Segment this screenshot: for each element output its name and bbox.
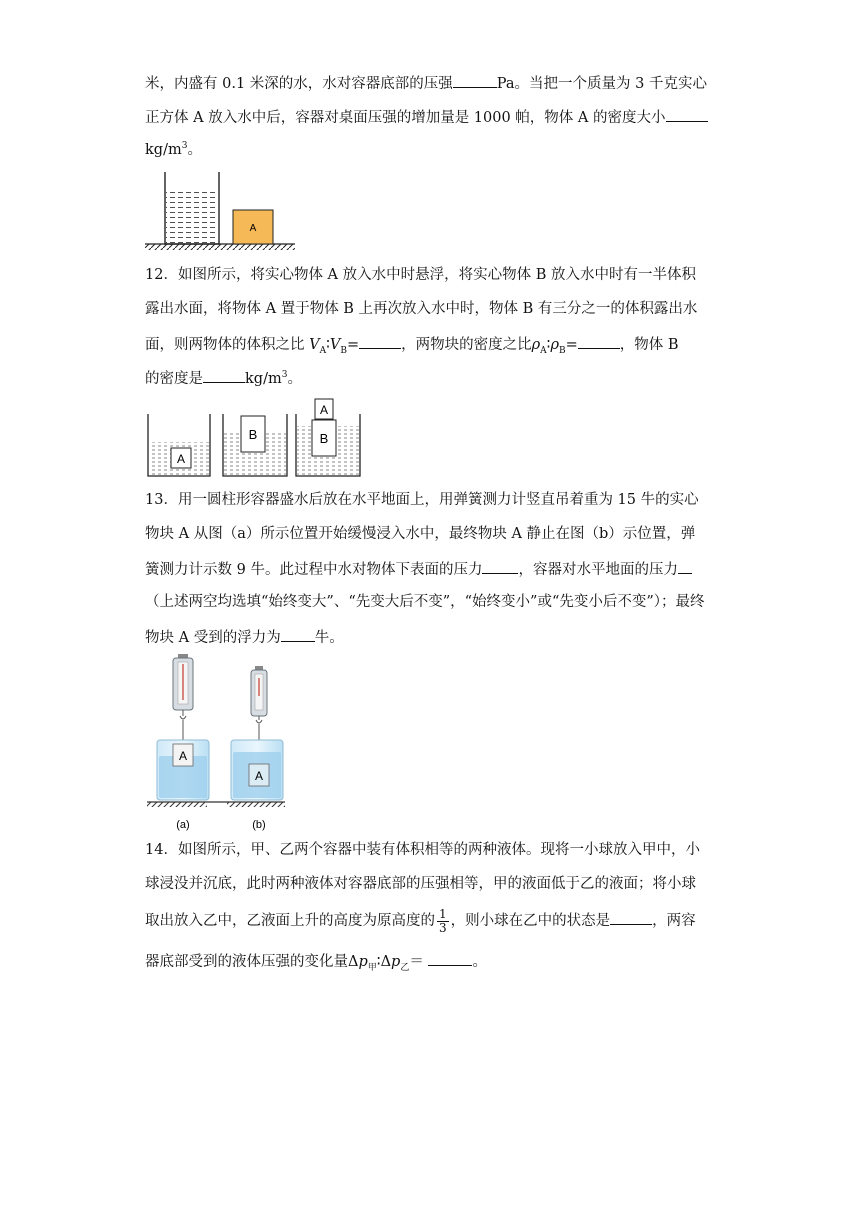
q13-blank-force-bottom[interactable] xyxy=(482,558,518,574)
water xyxy=(166,188,218,244)
svg-text:A: A xyxy=(319,403,329,417)
q13-figure xyxy=(145,652,295,834)
beaker-a xyxy=(157,740,209,800)
spring-scale-a xyxy=(173,654,193,740)
q11-blank-pressure[interactable] xyxy=(453,72,497,88)
q12-line-3: 面，则两物体的体积之比 $V_A∶V_B=$ ，两物块的密度之比$\rho_A∶\rho_B=$ ，物体 B xyxy=(145,333,679,355)
q12-line-1: 12．如图所示，将实心物体 A 放入水中时悬浮，将实心物体 B 放入水中时有一半体积 xyxy=(145,267,697,283)
beaker-b xyxy=(231,740,283,800)
q12-figure xyxy=(145,396,365,480)
q11-blank-density[interactable] xyxy=(666,106,708,122)
svg-text:A: A xyxy=(254,769,264,783)
svg-text:A: A xyxy=(178,749,188,763)
q13-line-5: 物块 A 受到的浮力为 牛。 xyxy=(145,626,344,648)
svg-text:A: A xyxy=(176,452,186,466)
q13-line-2: 物块 A 从图（a）所示位置开始缓慢浸入水中，最终物块 A 静止在图（b）示位置，弹 xyxy=(145,526,696,542)
q11-line-2: 正方体 A 放入水中后，容器对桌面压强的增加量是 1000 帕，物体 A 的密度大小 xyxy=(145,106,708,128)
q14-line-3: 取出放入乙中，乙液面上升的高度为原高度的 $\frac{1}{3}$ ，则小球在乙中的状态是 ，两容 xyxy=(145,906,696,935)
q14-blank-pressure-ratio[interactable] xyxy=(428,950,472,966)
q11-line-1: 米，内盛有 0.1 米深的水，水对容器底部的压强 Pa。当把一个质量为 3 千克实心 xyxy=(145,72,707,94)
q14-line-4: 器底部受到的液体压强的变化量$\Delta p_甲∶\Delta p_乙=$ 。 xyxy=(145,950,487,972)
caption-a: (a) xyxy=(176,819,190,831)
svg-text:B: B xyxy=(319,431,329,446)
q14-line-2: 球浸没并沉底，此时两种液体对容器底部的压强相等，甲的液面低于乙的液面；将小球 xyxy=(145,876,696,892)
q11-figure xyxy=(145,170,305,252)
q12-line-4: 的密度是 $kg/m^3$。 xyxy=(145,367,302,389)
q14-line-1: 14．如图所示，甲、乙两个容器中装有体积相等的两种液体。现将一小球放入甲中，小 xyxy=(145,842,700,858)
q13-blank-buoyancy[interactable] xyxy=(281,626,315,642)
q11-line-3: $kg/m^3$。 xyxy=(145,141,202,158)
fraction-one-third: $\frac{1}{3}$ xyxy=(439,906,447,935)
q13-line-1: 13．用一圆柱形容器盛水后放在水平地面上，用弹簧测力计竖直吊着重为 15 牛的实心 xyxy=(145,492,699,508)
ground-hatch xyxy=(145,244,295,250)
q13-line-3: 簧测力计示数 9 牛。此过程中水对物体下表面的压力 ，容器对水平地面的压力 xyxy=(145,558,692,580)
block-a-label: A xyxy=(249,223,257,234)
q13-blank-force-ground[interactable] xyxy=(678,558,692,574)
q12-blank-volume-ratio[interactable] xyxy=(359,333,401,349)
q14-blank-state[interactable] xyxy=(610,909,652,925)
svg-text:B: B xyxy=(248,427,258,442)
q13-line-4: （上述两空均选填“始终变大”、“先变大后不变”，“始终变小”或“先变小后不变”）；最终 xyxy=(145,594,705,610)
q12-line-2: 露出水面，将物体 A 置于物体 B 上再次放入水中时，物体 B 有三分之一的体积露出水 xyxy=(145,301,698,317)
caption-b: (b) xyxy=(252,819,266,831)
q12-blank-density-ratio[interactable] xyxy=(578,333,620,349)
q12-blank-density-b[interactable] xyxy=(203,367,245,383)
